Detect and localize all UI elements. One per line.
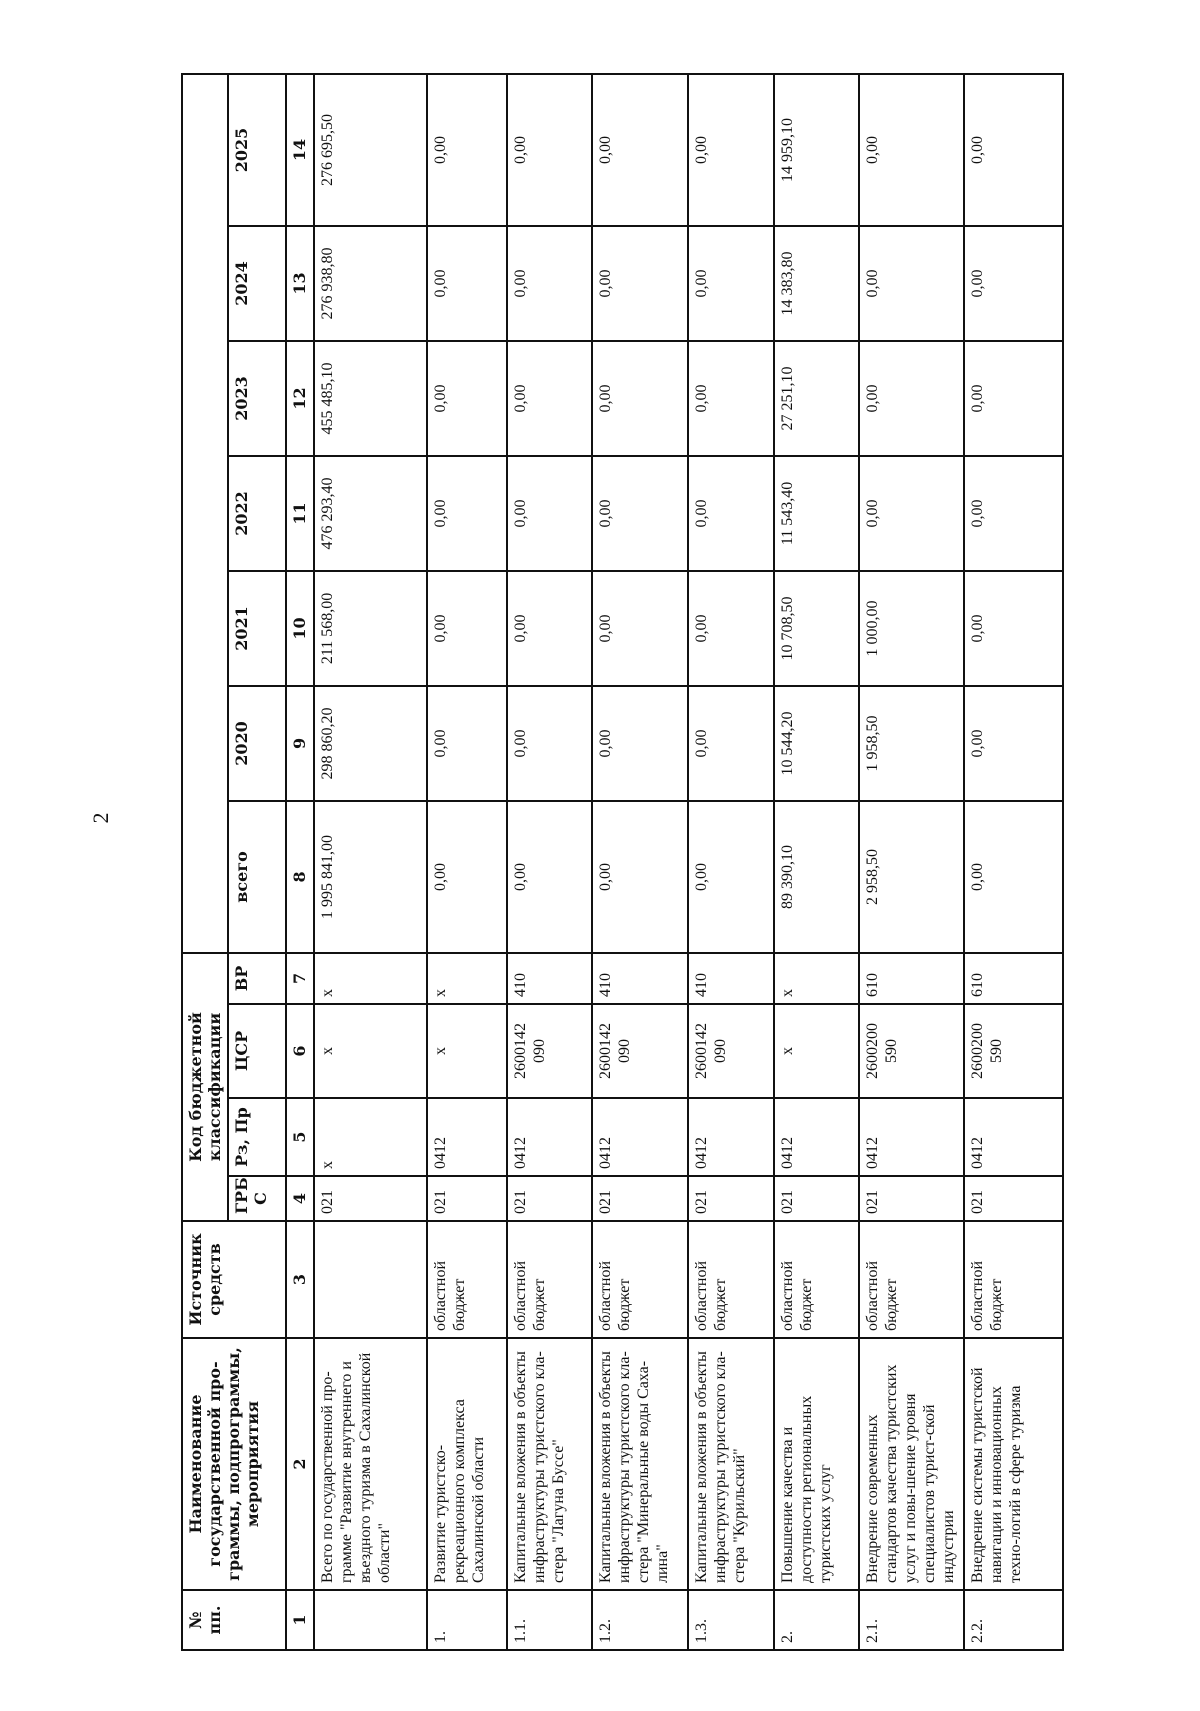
row-year-value: 298 860,20: [314, 686, 428, 801]
row-csr: 2600142 090: [592, 1004, 688, 1098]
row-number: 1.: [427, 1590, 507, 1650]
col-number: 8: [286, 801, 313, 953]
row-rzpr: 0412: [774, 1098, 859, 1176]
row-year-value: 0,00: [592, 226, 688, 341]
row-year-value: 27 251,10: [774, 341, 859, 456]
row-name: Внедрение системы туристской навигации и инновационных техно-логий в сфере туризма: [964, 1338, 1063, 1590]
row-source: областной бюджет: [592, 1221, 688, 1338]
row-total: 0,00: [507, 801, 591, 953]
row-source: областной бюджет: [507, 1221, 591, 1338]
row-vr: 410: [688, 953, 773, 1004]
table-row: [314, 74, 428, 1650]
header-grbs: ГРБ С: [228, 1176, 286, 1221]
row-grbs: 021: [507, 1176, 591, 1221]
header-year: 2025: [228, 74, 286, 226]
row-year-value: 0,00: [592, 456, 688, 571]
row-year-value: 0,00: [859, 74, 964, 226]
row-total: 0,00: [427, 801, 507, 953]
row-csr: x: [314, 1004, 428, 1098]
row-year-value: 0,00: [964, 341, 1063, 456]
row-name: Внедрение современных стандартов качества туристских услуг и повы-шение уровня специалистов турист-ской индустрии: [859, 1338, 964, 1590]
row-number: 1.1.: [507, 1590, 591, 1650]
row-rzpr: 0412: [688, 1098, 773, 1176]
col-number: 6: [286, 1004, 313, 1098]
row-year-value: 0,00: [688, 456, 773, 571]
row-year-value: 0,00: [688, 686, 773, 801]
row-grbs: 021: [688, 1176, 773, 1221]
row-year-value: 0,00: [507, 686, 591, 801]
header-year: 2020: [228, 686, 286, 801]
row-year-value: 14 383,80: [774, 226, 859, 341]
row-year-value: 0,00: [592, 571, 688, 686]
column-number-row: [286, 74, 313, 1650]
row-rzpr: 0412: [427, 1098, 507, 1176]
row-number: 2.2.: [964, 1590, 1063, 1650]
row-rzpr: 0412: [859, 1098, 964, 1176]
row-number: 2.: [774, 1590, 859, 1650]
row-vr: x: [314, 953, 428, 1004]
row-year-value: 276 938,80: [314, 226, 428, 341]
table-row: [592, 74, 688, 1650]
col-number: 9: [286, 686, 313, 801]
header-year: 2024: [228, 226, 286, 341]
table-row: [688, 74, 773, 1650]
row-year-value: 1 000,00: [859, 571, 964, 686]
row-total: 0,00: [964, 801, 1063, 953]
row-year-value: 0,00: [592, 686, 688, 801]
row-year-value: 0,00: [859, 456, 964, 571]
row-year-value: 0,00: [688, 226, 773, 341]
row-year-value: 211 568,00: [314, 571, 428, 686]
row-year-value: 0,00: [964, 686, 1063, 801]
page-number: 2: [88, 812, 113, 824]
row-grbs: 021: [964, 1176, 1063, 1221]
row-total: 2 958,50: [859, 801, 964, 953]
row-year-value: 0,00: [964, 456, 1063, 571]
table-row: [859, 74, 964, 1650]
row-name: Капитальные вложения в объекты инфраструктуры туристского кла-стера "Лагуна Буссе": [507, 1338, 591, 1590]
row-source: областной бюджет: [427, 1221, 507, 1338]
row-year-value: 0,00: [427, 341, 507, 456]
row-year-value: 0,00: [427, 456, 507, 571]
col-number: 12: [286, 341, 313, 456]
col-number: 1: [286, 1590, 313, 1650]
row-csr: 2600142 090: [688, 1004, 773, 1098]
row-year-value: 0,00: [427, 571, 507, 686]
row-source: [314, 1221, 428, 1338]
row-year-value: 0,00: [427, 686, 507, 801]
rotated-table-container: [181, 75, 1064, 1651]
row-vr: x: [774, 953, 859, 1004]
row-year-value: 0,00: [859, 341, 964, 456]
row-source: областной бюджет: [964, 1221, 1063, 1338]
row-rzpr: 0412: [964, 1098, 1063, 1176]
row-number: 1.3.: [688, 1590, 773, 1650]
col-number: 4: [286, 1176, 313, 1221]
row-grbs: 021: [774, 1176, 859, 1221]
row-rzpr: x: [314, 1098, 428, 1176]
row-year-value: 10 544,20: [774, 686, 859, 801]
row-year-value: 0,00: [964, 226, 1063, 341]
col-number: 13: [286, 226, 313, 341]
row-year-value: 0,00: [507, 226, 591, 341]
col-number: 2: [286, 1338, 313, 1590]
row-year-value: 0,00: [688, 571, 773, 686]
row-year-value: 276 695,50: [314, 74, 428, 226]
header-num: № пп.: [182, 1590, 286, 1650]
row-year-value: 10 708,50: [774, 571, 859, 686]
table-row: [427, 74, 507, 1650]
header-rzpr: Рз, Пр: [228, 1098, 286, 1176]
row-year-value: 0,00: [427, 226, 507, 341]
row-year-value: 1 958,50: [859, 686, 964, 801]
col-number: 14: [286, 74, 313, 226]
row-year-value: 0,00: [507, 341, 591, 456]
row-year-value: 14 959,10: [774, 74, 859, 226]
row-year-value: 0,00: [507, 456, 591, 571]
row-total: 1 995 841,00: [314, 801, 428, 953]
header-csr: ЦСР: [228, 1004, 286, 1098]
header-source: Источник средств: [182, 1221, 286, 1338]
row-total: 0,00: [688, 801, 773, 953]
row-name: Капитальные вложения в объекты инфраструктуры туристского кла-стера "Курильский": [688, 1338, 773, 1590]
row-year-value: 0,00: [859, 226, 964, 341]
header-name: Наименование государственной про-граммы, подпрограммы, мероприятия: [182, 1338, 286, 1590]
row-csr: x: [774, 1004, 859, 1098]
row-number: 1.2.: [592, 1590, 688, 1650]
row-number: 2.1.: [859, 1590, 964, 1650]
row-grbs: 021: [314, 1176, 428, 1221]
row-year-value: 0,00: [592, 74, 688, 226]
row-vr: 610: [859, 953, 964, 1004]
row-year-value: 0,00: [688, 341, 773, 456]
row-year-value: 0,00: [427, 74, 507, 226]
header-year: 2021: [228, 571, 286, 686]
row-source: областной бюджет: [688, 1221, 773, 1338]
row-name: Всего по государственной про-грамме "Развитие внутреннего и въездного туризма в Сахалинской области": [314, 1338, 428, 1590]
row-number: [314, 1590, 428, 1650]
row-vr: x: [427, 953, 507, 1004]
row-source: областной бюджет: [859, 1221, 964, 1338]
table-row: [964, 74, 1063, 1650]
table-row: [507, 74, 591, 1650]
row-vr: 410: [507, 953, 591, 1004]
col-number: 10: [286, 571, 313, 686]
row-csr: 2600200 590: [859, 1004, 964, 1098]
row-name: Капитальные вложения в объекты инфраструктуры туристского кла-стера "Минеральные воды Саха-лина": [592, 1338, 688, 1590]
row-year-value: 0,00: [964, 74, 1063, 226]
row-total: 89 390,10: [774, 801, 859, 953]
row-year-value: 0,00: [964, 571, 1063, 686]
row-year-value: 0,00: [592, 341, 688, 456]
row-year-value: 11 543,40: [774, 456, 859, 571]
col-number: 5: [286, 1098, 313, 1176]
row-name: Повышение качества и доступности региональных туристских услуг: [774, 1338, 859, 1590]
row-source: областной бюджет: [774, 1221, 859, 1338]
row-year-value: 0,00: [507, 571, 591, 686]
row-name: Развитие туристско-рекреационного комплекса Сахалинской области: [427, 1338, 507, 1590]
header-empty: [182, 74, 228, 953]
row-rzpr: 0412: [507, 1098, 591, 1176]
row-total: 0,00: [592, 801, 688, 953]
row-rzpr: 0412: [592, 1098, 688, 1176]
row-year-value: 476 293,40: [314, 456, 428, 571]
header-total: всего: [228, 801, 286, 953]
row-year-value: 0,00: [688, 74, 773, 226]
header-row-top: [182, 74, 228, 1650]
budget-table: [181, 73, 1064, 1651]
row-grbs: 021: [859, 1176, 964, 1221]
row-year-value: 455 485,10: [314, 341, 428, 456]
col-number: 7: [286, 953, 313, 1004]
col-number: 3: [286, 1221, 313, 1338]
header-year: 2022: [228, 456, 286, 571]
col-number: 11: [286, 456, 313, 571]
header-code-group: Код бюджетной классификации: [182, 953, 228, 1221]
row-csr: 2600200 590: [964, 1004, 1063, 1098]
row-grbs: 021: [427, 1176, 507, 1221]
header-vr: ВР: [228, 953, 286, 1004]
header-year: 2023: [228, 341, 286, 456]
table-row: [774, 74, 859, 1650]
row-year-value: 0,00: [507, 74, 591, 226]
row-csr: x: [427, 1004, 507, 1098]
row-vr: 610: [964, 953, 1063, 1004]
row-vr: 410: [592, 953, 688, 1004]
row-csr: 2600142 090: [507, 1004, 591, 1098]
row-grbs: 021: [592, 1176, 688, 1221]
